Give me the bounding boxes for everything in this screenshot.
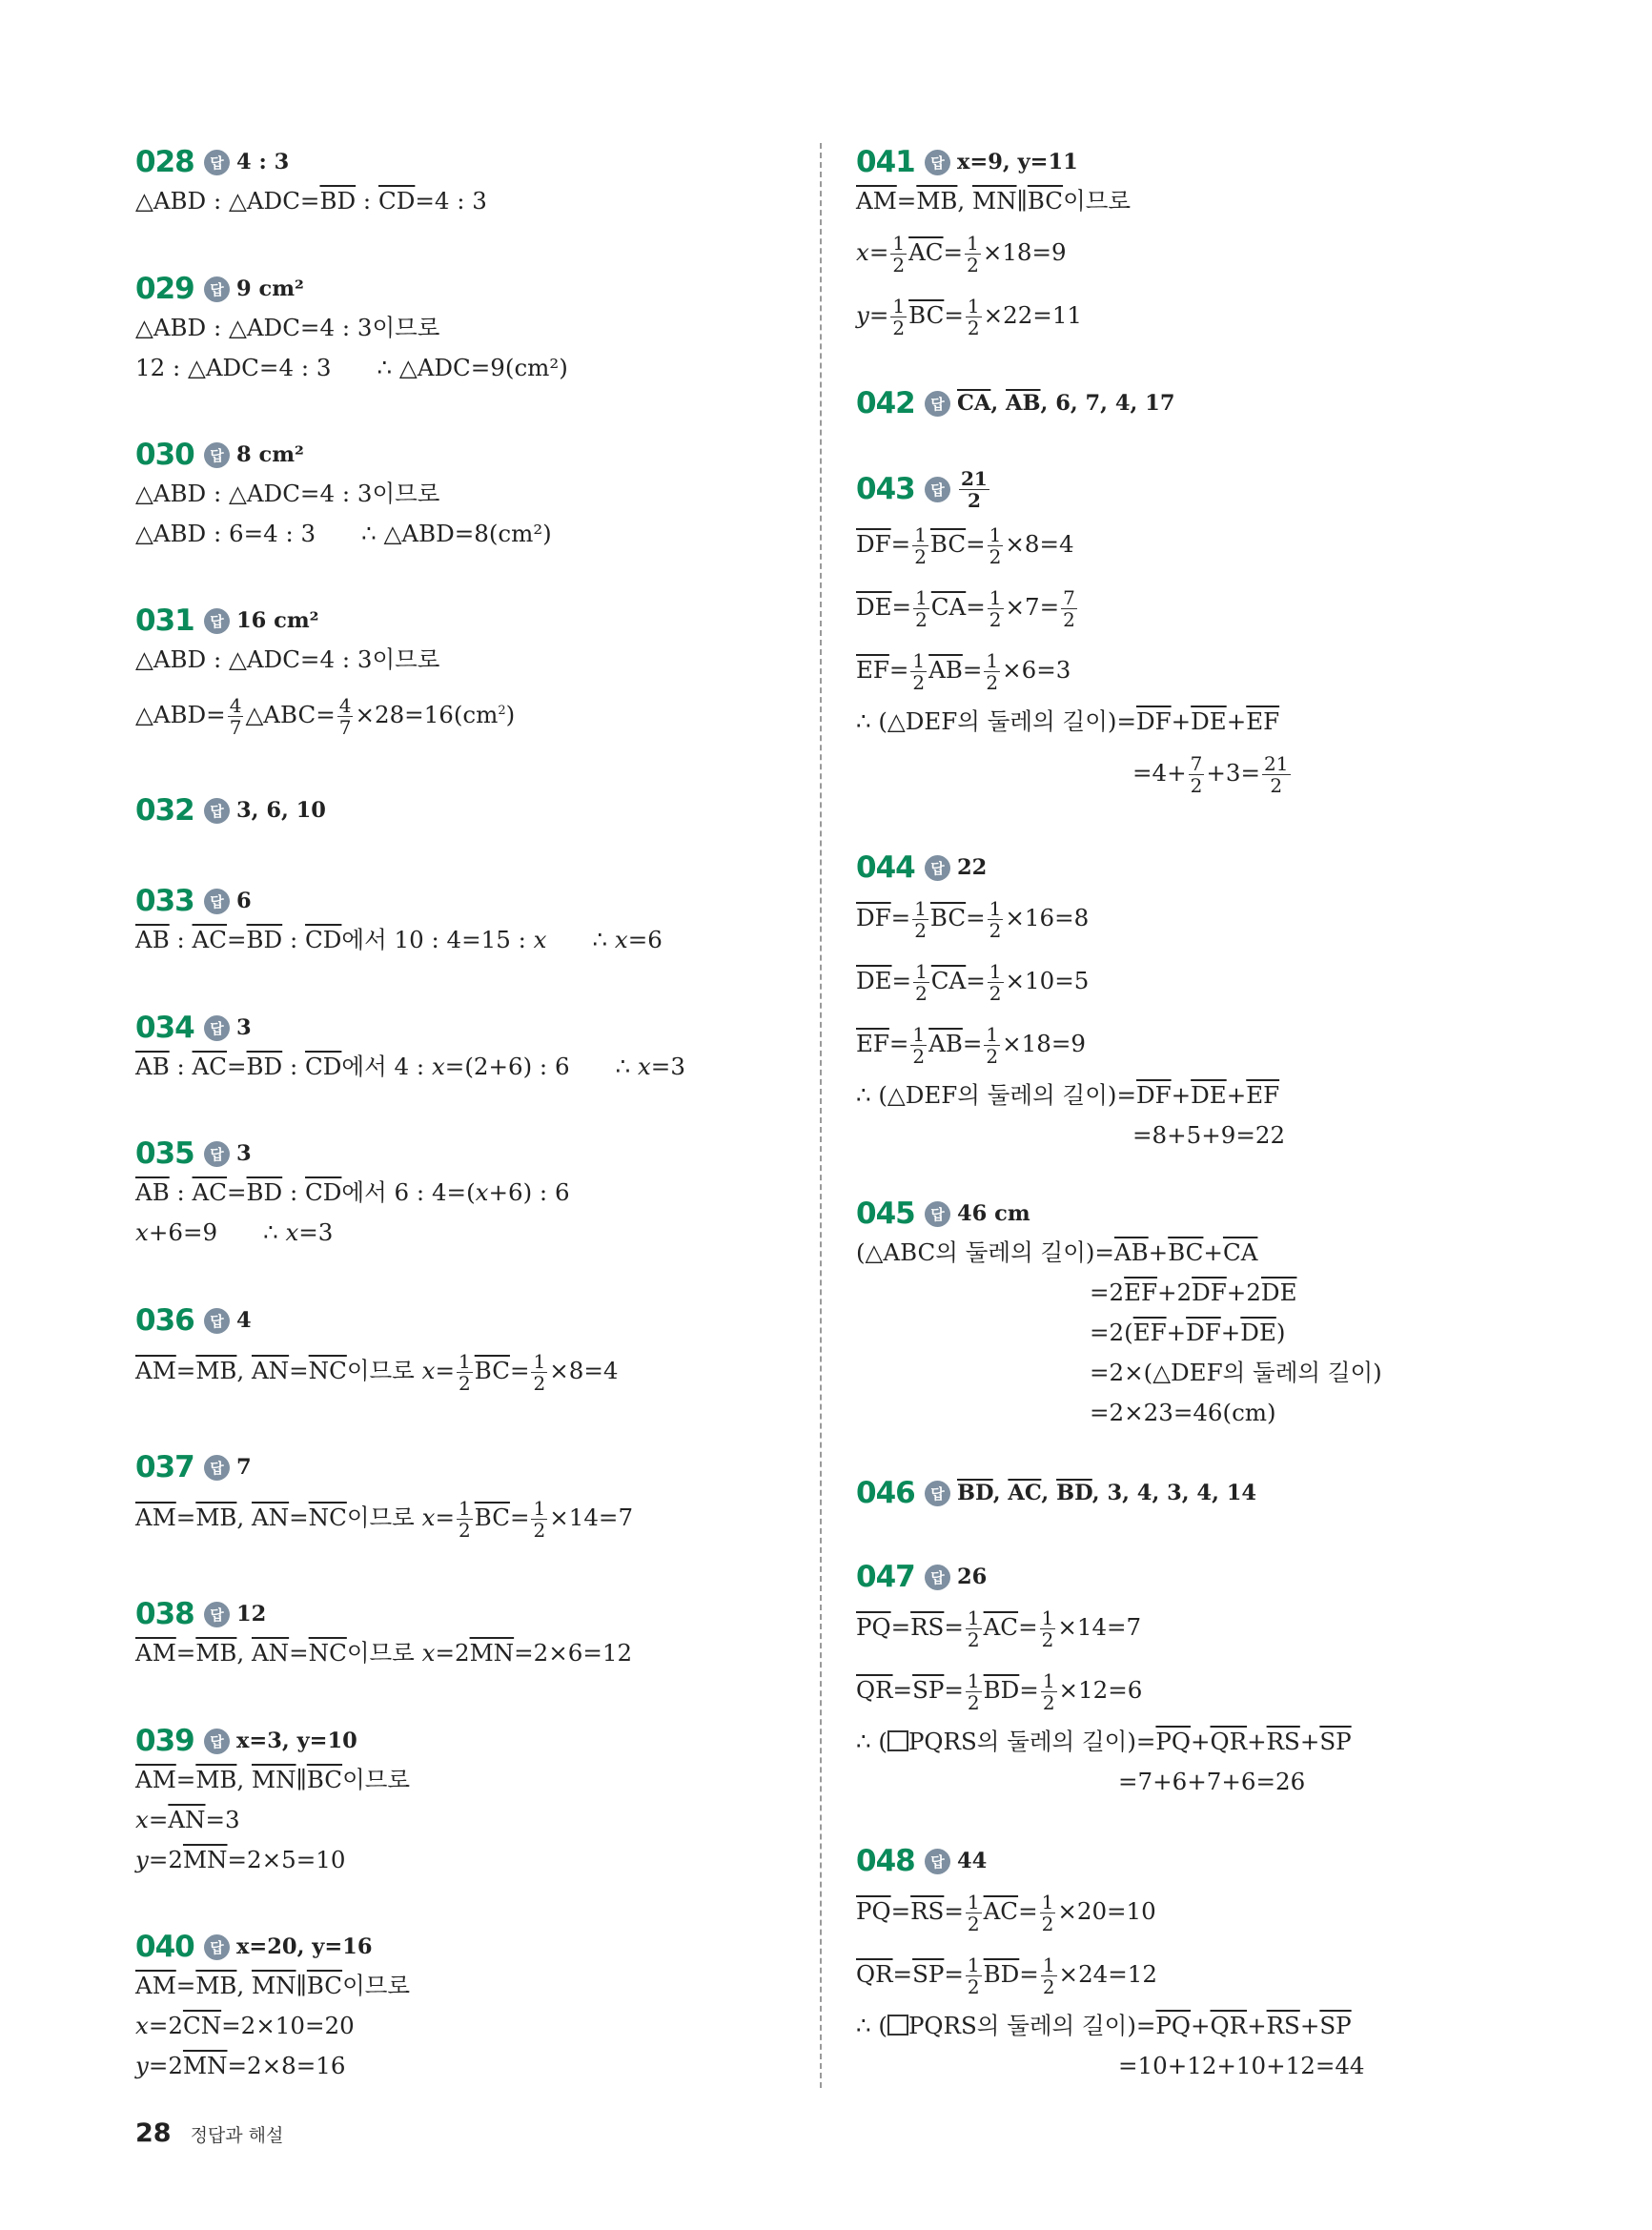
answer: 8 cm² — [236, 442, 304, 467]
solution-line: $\overline{EF}=$ $\frac{1}{2}$ $\overline{AB}=$ $\frac{1}{2}$ ×18=9 — [856, 1023, 1086, 1068]
problem-040 — [135, 1928, 410, 2086]
problem-032 — [135, 791, 326, 829]
problem-044 — [856, 849, 1285, 1156]
answer-badge: 답 — [204, 1934, 230, 1960]
solution-line: x+6=9 ∴ x=3 — [135, 1218, 334, 1246]
problem-042 — [856, 384, 1174, 422]
problem-number: 031 — [135, 604, 194, 638]
problem-029 — [135, 270, 568, 388]
answer-badge: 답 — [204, 608, 230, 634]
solution-line: (△ABC의 둘레의 길이)$=\overline{AB}+\overline{BC}+\overline{CA}$ — [856, 1238, 1258, 1266]
problem-038 — [135, 1595, 632, 1673]
answer: 46 cm — [957, 1201, 1030, 1226]
solution-line: $x=2\overline{CN}=2\times 10=20$ — [135, 2012, 355, 2039]
solution-line: $\overline{QR}=\overline{SP}=$ $\frac{1}{2}$ $\overline{BD}=$ $\frac{1}{2}$ ×24=12 — [856, 1954, 1157, 1998]
solution-line: $\overline{PQ}=\overline{RS}=$ $\frac{1}{2}$ $\overline{AC}=$ $\frac{1}{2}$ ×14=7 — [856, 1606, 1142, 1651]
answer: x=9, y=11 — [957, 150, 1078, 174]
answer: 16 cm² — [236, 608, 319, 633]
solution-line: $=2\overline{EF}+2\overline{DF}+2\overline{DE}$ — [1090, 1279, 1297, 1306]
solution-line: △ABD= $\frac{4}{7}$ △ABC= $\frac{4}{7}$ $\times 28=16(cm^2)$ — [135, 694, 516, 740]
answer: 7 — [236, 1455, 252, 1480]
answer-badge: 답 — [204, 1141, 230, 1167]
answer-badge: 답 — [925, 855, 950, 881]
answer-badge: 답 — [204, 1455, 230, 1481]
answer: 12 — [236, 1602, 267, 1626]
solution-line: $\overline{DF}=$ $\frac{1}{2}$ $\overline{BC}=$ $\frac{1}{2}$ ×16=8 — [856, 897, 1090, 942]
answer: 4 — [236, 1308, 252, 1333]
therefore-symbol: ∴ — [263, 1218, 278, 1246]
answer-badge: 답 — [204, 1729, 230, 1754]
therefore-symbol: ∴ — [361, 520, 377, 547]
problem-number: 034 — [135, 1011, 194, 1045]
solution-line: =2×(△DEF의 둘레의 길이) — [1090, 1359, 1382, 1386]
problem-030 — [135, 436, 552, 554]
answer: 3 — [236, 1141, 252, 1166]
page-number: 28 — [135, 2118, 172, 2148]
solution-line: $\overline{AB}$ : $\overline{AC}=\overline{BD}$ : $\overline{CD}$에서 4 : x=(2+6) : 6 ∴ x=3 — [135, 1053, 685, 1080]
answer-badge: 답 — [925, 150, 950, 175]
problem-number: 035 — [135, 1136, 194, 1171]
problem-number: 032 — [135, 793, 194, 828]
answer-badge: 답 — [204, 276, 230, 302]
answer: 22 — [957, 855, 988, 880]
problem-number: 040 — [135, 1930, 194, 1964]
problem-047 — [856, 1558, 1352, 1802]
solution-line: $\overline{PQ}=\overline{RS}=$ $\frac{1}{2}$ $\overline{AC}=$ $\frac{1}{2}$ ×20=10 — [856, 1891, 1156, 1935]
solution-line: $x=\overline{AN}=3$ — [135, 1806, 240, 1833]
problem-031 — [135, 602, 515, 743]
solution-line: $\overline{EF}=$ $\frac{1}{2}$ $\overline{AB}=$ $\frac{1}{2}$ ×6=3 — [856, 649, 1071, 694]
solution-line: ∴ ( PQRS의 둘레의 길이)$=\overline{PQ}+\overline{QR}+\overline{RS}+\overline{SP}$ — [856, 2012, 1352, 2039]
solution-line: =8+5+9=22 — [1132, 1121, 1286, 1149]
problem-046 — [856, 1474, 1256, 1512]
problem-048 — [856, 1842, 1365, 2086]
solution-line: =7+6+7+6=26 — [1118, 1768, 1306, 1795]
answer: 44 — [957, 1849, 988, 1873]
problem-036 — [135, 1301, 618, 1402]
answer-badge: 답 — [204, 1015, 230, 1041]
solution-line: $\overline{AM}=\overline{MB}$, $\overline{MN}\parallel\overline{BC}$이므로 — [135, 1766, 411, 1793]
solution-line: x= $\frac{1}{2}$ $\overline{AC}=$ $\frac{1}{2}$ ×18=9 — [856, 232, 1067, 276]
problem-number: 047 — [856, 1560, 915, 1594]
problem-number: 029 — [135, 272, 194, 306]
answer: x=3, y=10 — [236, 1729, 357, 1753]
solution-line: $\overline{AM}=\overline{MB}$, $\overline{AN}=\overline{NC}$이므로 $x=2\overline{MN}=2\times 6=12$ — [135, 1639, 633, 1667]
answer-badge: 답 — [204, 442, 230, 468]
answer-badge: 답 — [204, 1308, 230, 1334]
problem-041 — [856, 143, 1131, 347]
answer-badge: 답 — [925, 1565, 950, 1590]
solution-line: $\overline{DE}=$ $\frac{1}{2}$ $\overline{CA}=$ $\frac{1}{2}$ ×7= $\frac{7}{2}$ — [856, 586, 1075, 631]
problem-035 — [135, 1135, 570, 1253]
solution-line: $\overline{AM}=\overline{MB}$, $\overline{MN}\parallel\overline{BC}$이므로 — [856, 187, 1132, 215]
solution-line: △ABD : 6=4 : 3 ∴ △ABD=8(cm²) — [135, 520, 552, 547]
solution-line: $\overline{AB}$ : $\overline{AC}=\overline{BD}$ : $\overline{CD}$에서 6 : 4=(x+6) : 6 — [135, 1178, 570, 1206]
solution-line: =10+12+10+12=44 — [1118, 2052, 1365, 2079]
solution-line: $=2(\overline{EF}+\overline{DF}+\overline{DE})$ — [1090, 1319, 1286, 1346]
solution-line: 12 : △ADC=4 : 3 ∴ △ADC=9(cm²) — [135, 354, 568, 381]
problem-039 — [135, 1722, 410, 1880]
problem-028 — [135, 143, 487, 221]
problem-number: 028 — [135, 145, 194, 179]
answer-badge: 답 — [204, 798, 230, 824]
answer-badge: 답 — [925, 391, 950, 417]
answer: 26 — [957, 1565, 988, 1589]
answer: 3, 6, 10 — [236, 798, 326, 823]
problem-number: 030 — [135, 438, 194, 472]
problem-number: 048 — [856, 1844, 915, 1878]
answer-badge: 답 — [925, 1481, 950, 1506]
square-symbol — [887, 2015, 908, 2036]
page-footer — [135, 2118, 283, 2148]
footer-label: 정답과 해설 — [190, 2125, 284, 2146]
problem-037 — [135, 1448, 633, 1549]
solution-line: △ABD : △ADC=4 : 3이므로 — [135, 645, 440, 673]
problem-number: 043 — [856, 472, 915, 506]
answer-badge: 답 — [204, 1602, 230, 1627]
solution-line: △ABD : $\triangle ADC=\overline{BD}$ : $\overline{CD}=4$ : 3 — [135, 187, 487, 215]
answer-badge: 답 — [925, 1201, 950, 1227]
answer-badge: 답 — [925, 477, 950, 502]
problem-number: 036 — [135, 1303, 194, 1338]
problem-number: 046 — [856, 1476, 915, 1510]
problem-number: 045 — [856, 1197, 915, 1231]
solution-line: $\overline{DE}=$ $\frac{1}{2}$ $\overline{CA}=$ $\frac{1}{2}$ ×10=5 — [856, 960, 1090, 1005]
answer: 4 : 3 — [236, 150, 290, 174]
problem-number: 039 — [135, 1724, 194, 1758]
column-divider — [820, 143, 822, 2088]
answer: $\overline{BD}$, $\overline{AC}$, $\overline{BD}$, 3, 4, 3, 4, 14 — [957, 1481, 1257, 1505]
answer: 6 — [236, 889, 252, 913]
answer: $\overline{CA}$, $\overline{AB}$, 6, 7, 4, 17 — [957, 391, 1175, 416]
square-symbol — [887, 1730, 908, 1751]
problem-045 — [856, 1195, 1382, 1433]
answer-badge: 답 — [925, 1849, 950, 1874]
problem-number: 041 — [856, 145, 915, 179]
solution-line: $\overline{AM}=\overline{MB}$, $\overline{AN}=\overline{NC}$이므로 x= $\frac{1}{2}$ $\overline{BC}=$ $\frac{1}{2}$ ×8=4 — [135, 1350, 619, 1395]
solution-line: △ABD : △ADC=4 : 3이므로 — [135, 480, 440, 507]
problem-number: 033 — [135, 884, 194, 918]
problem-number: 044 — [856, 850, 915, 885]
problem-number: 042 — [856, 386, 915, 420]
solution-line: $\overline{AM}=\overline{MB}$, $\overline{AN}=\overline{NC}$이므로 x= $\frac{1}{2}$ $\overline{BC}=$ $\frac{1}{2}$ ×14=7 — [135, 1497, 634, 1542]
solution-line: ∴ ( PQRS의 둘레의 길이)$=\overline{PQ}+\overline{QR}+\overline{RS}+\overline{SP}$ — [856, 1728, 1352, 1755]
solution-line: ∴ (△DEF의 둘레의 길이)$=\overline{DF}+\overline{DE}+\overline{EF}$ — [856, 707, 1280, 735]
solution-line: $y=2\overline{MN}=2\times 8=16$ — [135, 2052, 346, 2079]
answer-badge: 답 — [204, 889, 230, 914]
problem-043 — [856, 465, 1293, 805]
problem-number: 038 — [135, 1597, 194, 1631]
solution-line: $\overline{QR}=\overline{SP}=$ $\frac{1}{2}$ $\overline{BD}=$ $\frac{1}{2}$ ×12=6 — [856, 1669, 1143, 1714]
answer: 9 cm² — [236, 276, 304, 301]
therefore-symbol: ∴ — [615, 1053, 631, 1080]
answer-badge: 답 — [204, 150, 230, 175]
solution-line: =2×23=46(cm) — [1090, 1399, 1276, 1426]
solution-line: =4+ $\frac{7}{2}$ +3= $\frac{21}{2}$ — [1132, 752, 1289, 797]
answer: 3 — [236, 1015, 252, 1040]
answer: x=20, y=16 — [236, 1934, 373, 1959]
solution-line: △ABD : △ADC=4 : 3이므로 — [135, 314, 440, 341]
solution-line: $\overline{AM}=\overline{MB}$, $\overline{MN}\parallel\overline{BC}$이므로 — [135, 1972, 411, 1999]
solution-line: $\overline{DF}=$ $\frac{1}{2}$ $\overline{BC}=$ $\frac{1}{2}$ ×8=4 — [856, 523, 1074, 568]
solution-line: $y=2\overline{MN}=2\times 5=10$ — [135, 1846, 346, 1873]
problem-number: 037 — [135, 1450, 194, 1484]
therefore-symbol: ∴ — [377, 354, 393, 381]
solution-line: $\overline{AB}$ : $\overline{AC}=\overline{BD}$ : $\overline{CD}$에서 10 : 4=15 : x ∴ x=6 — [135, 926, 663, 953]
answer: $\frac{21}{2}$ — [961, 466, 988, 512]
problem-034 — [135, 1009, 685, 1087]
solution-line: y= $\frac{1}{2}$ $\overline{BC}=$ $\frac{1}{2}$ ×22=11 — [856, 295, 1083, 339]
solution-line: ∴ (△DEF의 둘레의 길이)$=\overline{DF}+\overline{DE}+\overline{EF}$ — [856, 1081, 1280, 1109]
therefore-symbol: ∴ — [592, 926, 608, 953]
problem-033 — [135, 882, 663, 960]
